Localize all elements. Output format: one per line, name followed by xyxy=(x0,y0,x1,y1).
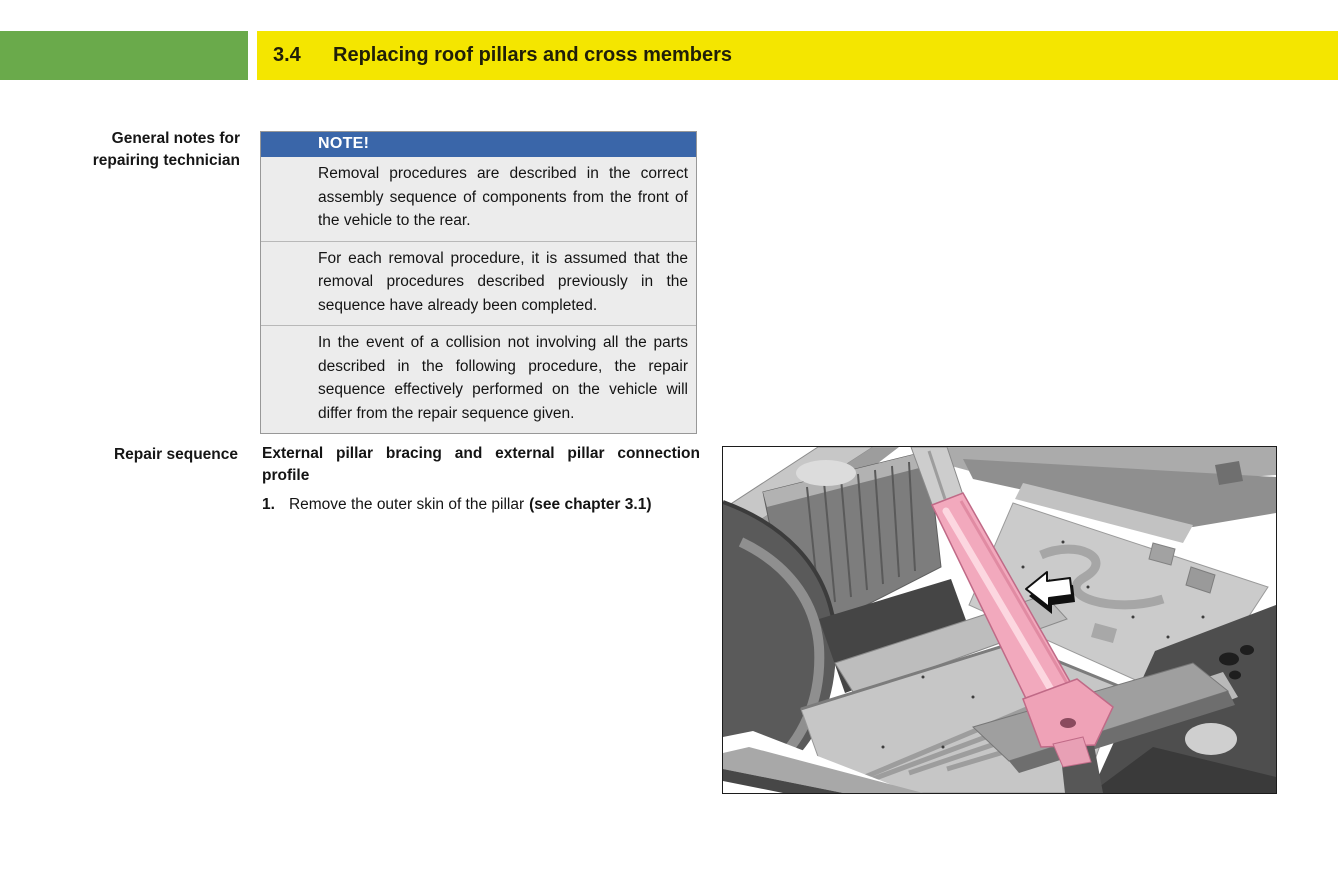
section-number: 3.4 xyxy=(273,44,301,66)
repair-heading: External pillar bracing and external pillar connection profile xyxy=(262,445,700,484)
margin-label-repair-sequence: Repair sequence xyxy=(113,446,238,463)
figure-car-body-svg xyxy=(723,447,1276,793)
chapter-reference: (see chapter 3.1) xyxy=(529,496,652,513)
note-box-header: NOTE! xyxy=(261,132,696,157)
repair-step-1 xyxy=(262,496,704,514)
chapter-tab-green-block xyxy=(0,31,248,80)
step-text: Remove the outer skin of the pillar (see chapter 3.1) xyxy=(288,496,652,513)
step-number: 1. xyxy=(262,496,275,513)
figure-pillar-bracing xyxy=(722,446,1277,794)
note-item: Removal procedures are described in the correct assembly sequence of components from the front of the vehicle to the rear. xyxy=(318,165,688,229)
section-title-bar xyxy=(257,31,1338,80)
note-item: For each removal procedure, it is assumed that the removal procedures described previously in the sequence have already been completed. xyxy=(261,241,696,326)
note-item: In the event of a collision not involving all the parts described in the following procedure, the repair sequence effectively performed on the vehicle will differ from the repair sequence given. xyxy=(261,325,696,433)
page-title: Replacing roof pillars and cross members xyxy=(333,44,733,66)
note-box xyxy=(260,131,697,434)
margin-label-general-notes: General notes for repairing technician xyxy=(92,130,240,169)
